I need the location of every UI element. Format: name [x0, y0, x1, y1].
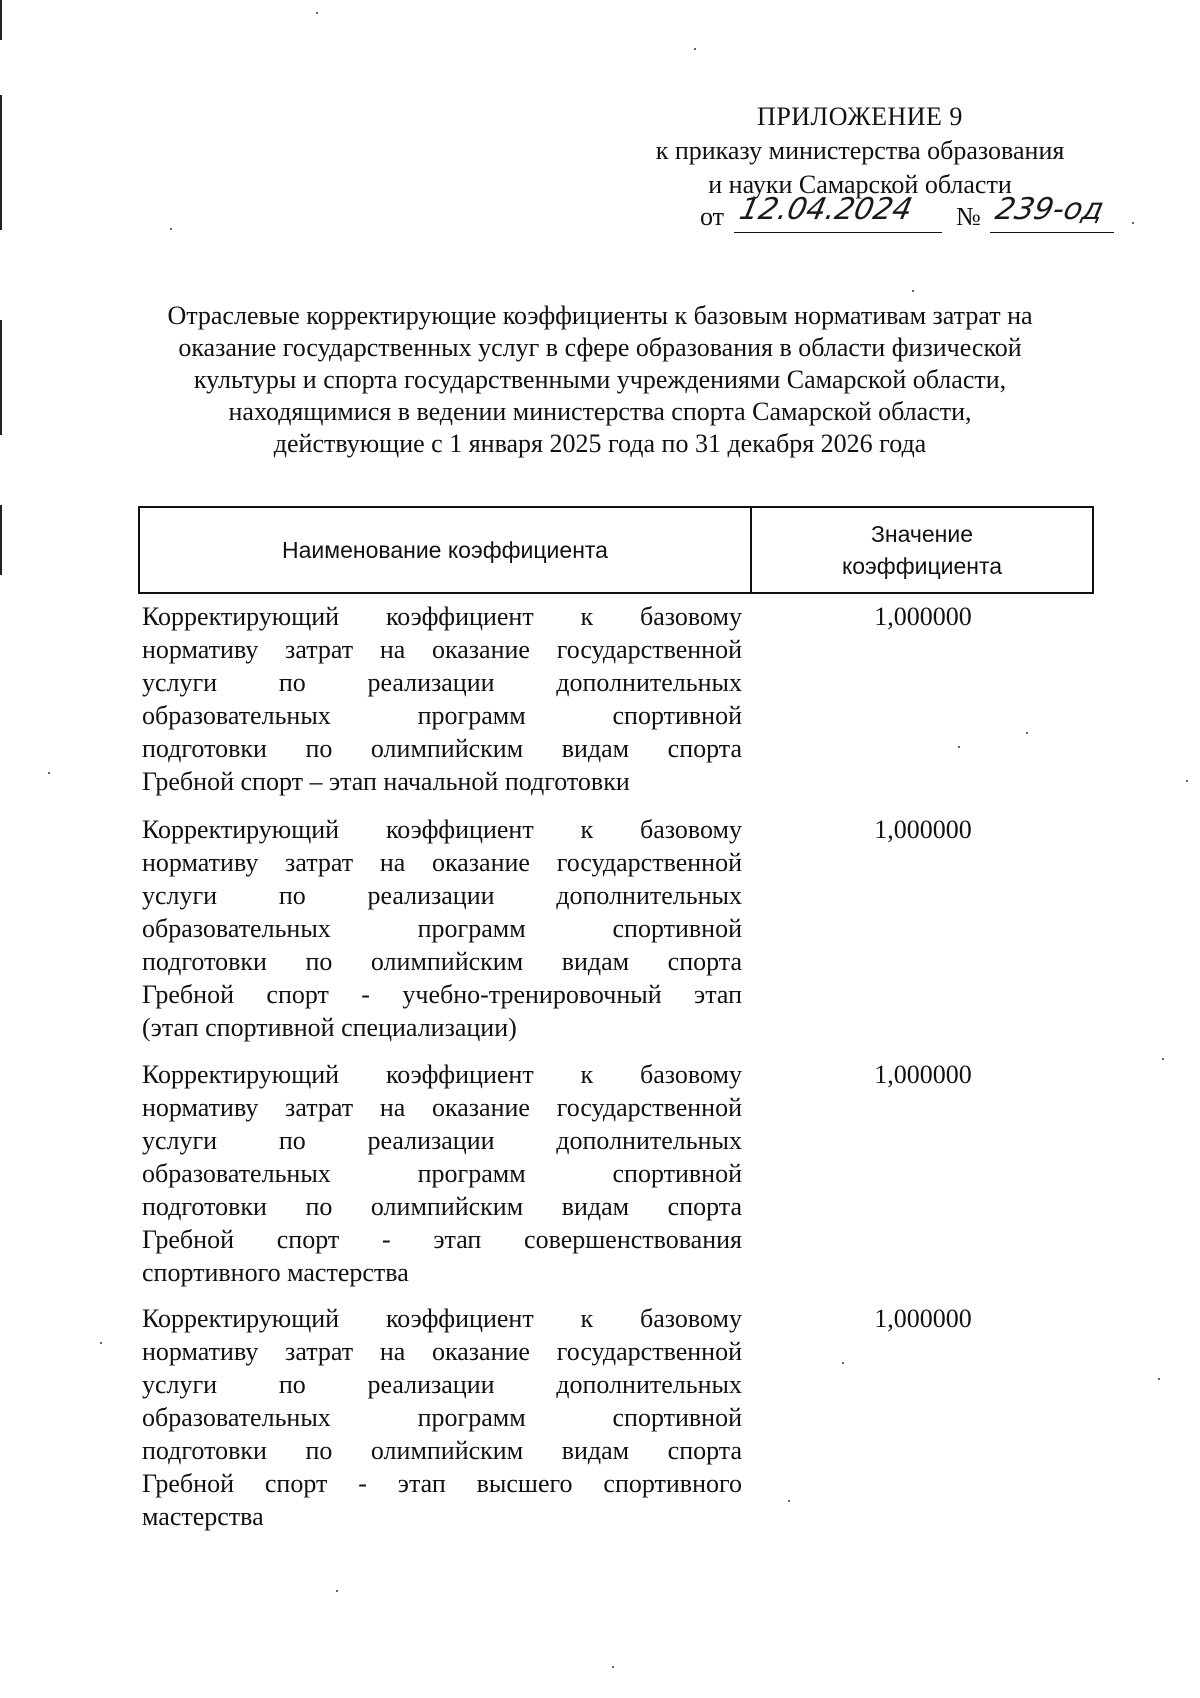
coefficient-name-line: подготовки по олимпийским видам спорта: [142, 1436, 742, 1465]
scan-edge-mark: [0, 95, 2, 230]
heading-line: находящимися в ведении министерства спорта Самарской области,: [228, 397, 972, 426]
coefficient-name-line: нормативу затрат на оказание государственной: [142, 635, 742, 664]
heading-line: действующие с 1 января 2025 года по 31 декабря 2026 года: [273, 429, 927, 458]
scan-speck: [316, 12, 318, 14]
column-header-value-line2: коэффициента: [841, 553, 1003, 579]
scan-edge-mark: [0, 0, 2, 40]
coefficient-name-line: Корректирующий коэффициент к базовому: [142, 815, 742, 844]
coefficient-name-line: (этап спортивной специализации): [142, 1013, 517, 1042]
coefficient-name: [142, 813, 742, 1044]
scan-edge-mark: [0, 320, 2, 435]
coefficient-name-line: услуги по реализации дополнительных: [142, 1126, 742, 1155]
coefficient-name-line: услуги по реализации дополнительных: [142, 668, 742, 697]
handwritten-date: 12.04.2024: [736, 192, 916, 227]
scan-speck: [1186, 780, 1188, 782]
coefficient-name-line: Корректирующий коэффициент к базовому: [142, 1304, 742, 1333]
coefficient-value: 1,000000: [874, 1304, 972, 1333]
coefficient-name: [142, 1302, 742, 1533]
appendix-ministry-line: и науки Самарской области: [708, 170, 1012, 199]
scan-speck: [1162, 1058, 1164, 1060]
heading-line: Отраслевые корректирующие коэффициенты к базовым нормативам затрат на: [167, 301, 1033, 330]
scan-speck: [958, 746, 960, 748]
coefficient-name-line: нормативу затрат на оказание государственной: [142, 848, 742, 877]
coefficient-name-line: Гребной спорт - учебно-тренировочный этап: [142, 980, 742, 1009]
coefficient-name-line: Корректирующий коэффициент к базовому: [142, 602, 742, 631]
coefficient-name-line: нормативу затрат на оказание государственной: [142, 1093, 742, 1122]
scan-speck: [1158, 1378, 1160, 1380]
coefficient-value: 1,000000: [874, 1060, 972, 1089]
coefficient-name-line: подготовки по олимпийским видам спорта: [142, 1192, 742, 1221]
scan-speck: [912, 290, 914, 292]
table-header: [138, 506, 1094, 594]
number-prefix: №: [956, 202, 981, 231]
coefficient-name-line: нормативу затрат на оказание государственной: [142, 1337, 742, 1366]
scan-speck: [100, 1342, 102, 1344]
appendix-order-line: к приказу министерства образования: [655, 136, 1065, 165]
scan-speck: [694, 48, 696, 50]
date-underline: [734, 232, 942, 233]
coefficient-name-line: мастерства: [142, 1502, 264, 1531]
heading-line: оказание государственных услуг в сфере образования в области физической: [178, 333, 1022, 362]
scan-speck: [336, 1590, 338, 1592]
document-heading: [120, 300, 1080, 460]
handwritten-number: 239-од: [992, 192, 1107, 227]
coefficient-name-line: услуги по реализации дополнительных: [142, 881, 742, 910]
coefficient-name-line: услуги по реализации дополнительных: [142, 1370, 742, 1399]
coefficient-name-line: образовательных программ спортивной: [142, 1403, 742, 1432]
scan-speck: [48, 772, 50, 774]
scan-speck: [1026, 732, 1028, 734]
coefficient-name: [142, 1058, 742, 1289]
coefficient-name-line: Корректирующий коэффициент к базовому: [142, 1060, 742, 1089]
coefficient-name-line: подготовки по олимпийским видам спорта: [142, 947, 742, 976]
scan-edge-mark: [0, 505, 2, 575]
coefficient-name-line: образовательных программ спортивной: [142, 1159, 742, 1188]
coefficient-name-line: Гребной спорт - этап совершенствования: [142, 1225, 742, 1254]
column-header-value-line1: Значение: [871, 521, 973, 547]
coefficient-name-line: подготовки по олимпийским видам спорта: [142, 734, 742, 763]
coefficient-name-line: спортивного мастерства: [142, 1258, 409, 1287]
scan-speck: [170, 228, 172, 230]
appendix-block: [580, 100, 1140, 202]
coefficient-value: 1,000000: [874, 602, 972, 631]
coefficient-name: [142, 600, 742, 798]
scan-speck: [842, 1362, 844, 1364]
scan-speck: [1132, 222, 1134, 224]
appendix-title: ПРИЛОЖЕНИЕ 9: [757, 102, 963, 131]
column-header-value: [752, 508, 1092, 592]
number-underline: [990, 232, 1114, 233]
date-prefix: от: [700, 202, 725, 231]
column-header-name: Наименование коэффициента: [282, 536, 608, 563]
coefficient-name-line: Гребной спорт - этап высшего спортивного: [142, 1469, 742, 1498]
coefficient-name-line: Гребной спорт – этап начальной подготовки: [142, 767, 630, 796]
heading-line: культуры и спорта государственными учреждениями Самарской области,: [193, 365, 1007, 394]
scan-speck: [612, 1666, 614, 1668]
coefficient-value: 1,000000: [874, 815, 972, 844]
coefficient-name-line: образовательных программ спортивной: [142, 914, 742, 943]
coefficient-name-line: образовательных программ спортивной: [142, 701, 742, 730]
scan-speck: [788, 1500, 790, 1502]
